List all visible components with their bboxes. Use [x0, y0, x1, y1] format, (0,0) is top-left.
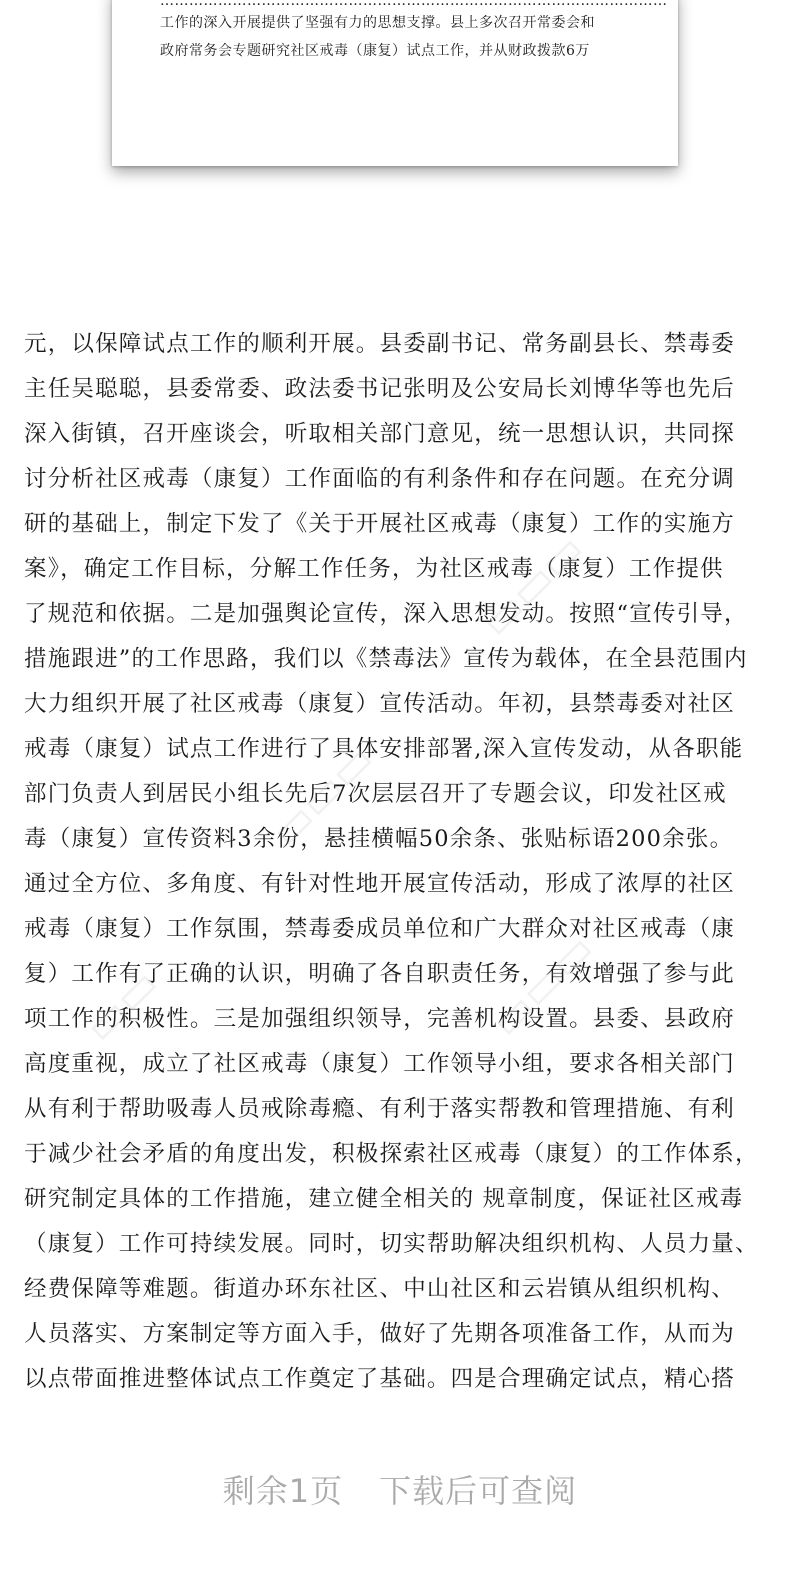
- body-line: （康复）工作可持续发展。同时，切实帮助解决组织机构、人员力量、: [24, 1231, 759, 1257]
- body-line: 戒毒（康复）工作氛围，禁毒委成员单位和广大群众对社区戒毒（康: [24, 916, 736, 942]
- watermark-mark: ▭▭▭: [260, 733, 385, 858]
- body-line: 主任吴聪聪，县委常委、政法委书记张明及公安局长刘博华等也先后: [24, 376, 736, 402]
- body-line: 人员落实、方案制定等方面入手，做好了先期各项准备工作，从而为: [24, 1321, 736, 1347]
- preview-line: 政府常务会专题研究社区戒毒（康复）试点工作，并从财政拨款6万: [160, 43, 590, 59]
- body-line: 项工作的积极性。三是加强组织领导，完善机构设置。县委、县政府: [24, 1006, 736, 1032]
- body-line: 复）工作有了正确的认识，明确了各自职责任务，有效增强了参与此: [24, 961, 736, 987]
- download-footer[interactable]: [0, 1466, 800, 1512]
- body-line: 案》，确定工作目标，分解工作任务，为社区戒毒（康复）工作提供: [24, 556, 724, 582]
- body-line: 措施跟进”的工作思路，我们以《禁毒法》宣传为载体，在全县范围内: [24, 646, 748, 672]
- body-line: 研的基础上，制定下发了《关于开展社区戒毒（康复）工作的实施方: [24, 511, 736, 537]
- watermark-mark: ▭▭▭: [470, 523, 595, 648]
- preview-line: 工作的深入开展提供了坚强有力的思想支撑。县上多次召开常委会和: [160, 15, 595, 31]
- body-line: 大力组织开展了社区戒毒（康复）宣传活动。年初，县禁毒委对社区: [24, 691, 736, 717]
- body-line: 部门负责人到居民小组长先后7次层层召开了专题会议，印发社区戒: [24, 781, 727, 807]
- body-line: 毒（康复）宣传资料3余份，悬挂横幅50余条、张贴标语200余张。: [24, 826, 734, 852]
- body-line: 通过全方位、多角度、有针对性地开展宣传活动，形成了浓厚的社区: [24, 871, 736, 897]
- body-line: 深入街镇，召开座谈会，听取相关部门意见，统一思想认识，共同探: [24, 421, 736, 447]
- watermark-mark: ▭▭: [74, 958, 170, 1053]
- body-line: 高度重视，成立了社区戒毒（康复）工作领导小组，要求各相关部门: [24, 1051, 736, 1077]
- body-line: 讨分析社区戒毒（康复）工作面临的有利条件和存在问题。在充分调: [24, 466, 736, 492]
- body-line: 了规范和依据。二是加强舆论宣传，深入思想发动。按照“宣传引导，: [24, 601, 748, 627]
- body-line: 经费保障等难题。街道办环东社区、中山社区和云岩镇从组织机构、: [24, 1276, 736, 1302]
- body-line: 研究制定具体的工作措施，建立健全相关的 规章制度，保证社区戒毒: [24, 1186, 744, 1212]
- watermark-mark: ▭▭▭: [480, 923, 605, 1048]
- body-line: 从有利于帮助吸毒人员戒除毒瘾、有利于落实帮教和管理措施、有利: [24, 1096, 736, 1122]
- page-preview-card: [112, 0, 678, 166]
- download-hint-text: 下载后可查阅: [379, 1472, 578, 1510]
- body-line: 于减少社会矛盾的角度出发，积极探索社区戒毒（康复）的工作体系，: [24, 1141, 759, 1167]
- body-line: 戒毒（康复）试点工作进行了具体安排部署,深入宣传发动，从各职能: [24, 736, 744, 762]
- body-line: 以点带面推进整体试点工作奠定了基础。四是合理确定试点，精心搭: [24, 1366, 736, 1392]
- remaining-pages-text: 剩余1页: [222, 1472, 344, 1510]
- body-line: 元，以保障试点工作的顺利开展。县委副书记、常务副县长、禁毒委: [24, 331, 736, 357]
- preview-line: ……………………………………………………………………………………………: [160, 0, 668, 9]
